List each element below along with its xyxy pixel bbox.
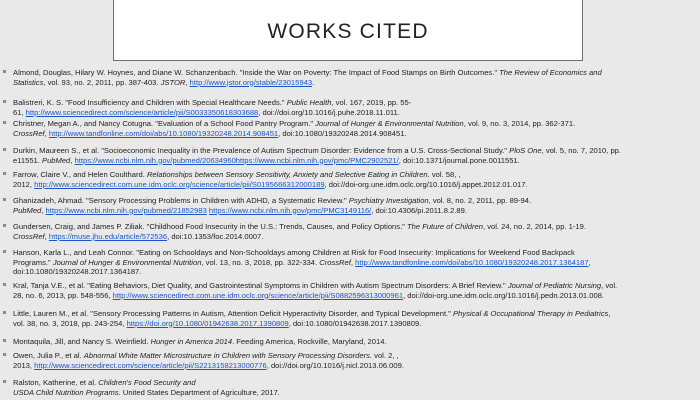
reference-segment: , doi://doi.org/10.1016/j.puhe.2018.11.011. <box>258 107 400 117</box>
reference-segment: , doi:10.1080/19320248.2014.908451. <box>278 128 407 138</box>
reference-segment: Programs." <box>13 257 53 267</box>
reference-italic: PloS One <box>509 146 542 155</box>
bullet-icon <box>3 311 6 314</box>
reference-line <box>13 170 697 180</box>
reference-segment: 2013, <box>13 360 35 370</box>
reference-text <box>13 196 697 215</box>
reference-line <box>13 196 697 206</box>
reference-line <box>13 146 697 156</box>
slide-title: WORKS CITED <box>267 20 429 43</box>
bullet-icon <box>3 198 6 201</box>
reference-line <box>13 156 697 166</box>
reference-segment: . vol. 58, , <box>427 170 461 179</box>
reference-italic: Relationships between Sensory Sensitivity, Anxiety and Selective Eating in Children <box>146 170 428 179</box>
reference-line <box>13 98 697 108</box>
reference-line <box>13 206 697 216</box>
reference-segment: Little, Lauren M., et al. "Sensory Processing Patterns in Autism, Attention Deficit Hyperactivity Disorder, and Typical Development." <box>13 309 453 318</box>
reference-italic: CrossRef <box>319 257 351 267</box>
reference-text <box>13 337 697 347</box>
reference-segment: . vol. 2, , <box>369 351 399 360</box>
reference-link[interactable]: http://www.jstor.org/stable/23015943 <box>189 77 313 87</box>
reference-segment: Ghanizadeh, Ahmad. "Sensory Processing Problems in Children with ADHD, a Systematic Review." <box>13 196 349 205</box>
reference-segment: doi:10.1080/19320248.2017.1364187. <box>13 267 142 276</box>
reference-italic: The Future of Children <box>407 222 483 231</box>
reference-segment: Hanson, Karla L., and Leah Connor. "Eating on Schooldays and Non-Schooldays among Children at Risk for Food Insecurity: Implications for Weekend Food Backpack <box>13 248 575 257</box>
reference-italic: Hunger in America 2014 <box>150 337 233 346</box>
reference-italic: Journal of Hunger & Environmental Nutrition <box>52 257 202 267</box>
reference-segment: 61, <box>13 107 26 117</box>
reference-italic: Psychiatry Investigation <box>348 196 429 205</box>
reference-segment: . Feeding America, Rockville, Maryland, 2014. <box>232 337 387 346</box>
reference-italic: CrossRef <box>13 128 45 138</box>
reference-italic: Journal of Hunger & Environmental Nutrition <box>315 119 464 128</box>
reference-line <box>13 309 697 319</box>
reference-segment: 2012, <box>13 179 35 189</box>
reference-segment: , <box>350 257 356 267</box>
reference-segment: , vol. 13, no. 3, 2018, pp. 322-334. <box>201 257 320 267</box>
reference-line <box>13 319 697 329</box>
reference-line <box>13 388 697 398</box>
reference-link[interactable]: https://www.ncbi.nlm.nih.gov/pmc/PMC3149116/ <box>208 205 372 215</box>
reference-link[interactable]: https://www.ncbi.nlm.nih.gov/pubmed/20634960 <box>74 155 236 165</box>
reference-italic: PubMed <box>13 205 42 215</box>
reference-link[interactable]: https://www.ncbi.nlm.nih.gov/pmc/PMC2902521/ <box>235 155 399 165</box>
reference-segment: , doi://doi.org/10.1016/j.nicl.2013.06.009. <box>266 360 404 370</box>
reference-italic: PubMed <box>42 155 71 165</box>
reference-segment: , vol. 8, no. 2, 2011, pp. 89-94. <box>428 196 532 205</box>
reference-segment: , vol. <box>601 281 618 290</box>
reference-italic: CrossRef <box>13 231 45 241</box>
reference-text <box>13 351 697 370</box>
reference-segment: , doi://doi-org.une.idm.oclc.org/10.1016/j.pedn.2013.01.008. <box>403 290 605 300</box>
reference-link[interactable]: https://doi.org/10.1080/01942638.2017.1390809 <box>126 318 289 328</box>
reference-text <box>13 68 697 87</box>
reference-segment: . United States Department of Agriculture, 2017. <box>118 387 280 397</box>
reference-italic: Children's Food Security and <box>98 378 196 387</box>
bullet-icon <box>3 250 6 253</box>
reference-segment: , doi://doi-org.une.idm.oclc.org/10.1016/j.appet.2012.01.017. <box>324 179 528 189</box>
bullet-icon <box>3 353 6 356</box>
reference-segment: , vol. 5, no. 7, 2010, pp. <box>541 146 622 155</box>
bullet-icon <box>3 70 6 73</box>
reference-line <box>13 248 697 258</box>
reference-text <box>13 146 697 165</box>
reference-line <box>13 351 697 361</box>
bullet-icon <box>3 283 6 286</box>
reference-italic: Public Health <box>286 98 332 107</box>
reference-segment: Durkin, Maureen S., et al. "Socioeconomic Inequality in the Prevalence of Autism Spectrum Disorder: Evidence from a U.S. Cross-Sectional Study." <box>13 146 510 155</box>
reference-segment: 28, no. 6, 2013, pp. 548-556, <box>13 290 113 300</box>
reference-link[interactable]: http://www.sciencedirect.com/science/article/pii/S2213158213000776 <box>34 360 267 370</box>
reference-text <box>13 281 697 300</box>
reference-line <box>13 180 697 190</box>
reference-line <box>13 337 697 347</box>
reference-link[interactable]: http://www.sciencedirect.com.une.idm.oclc.org/science/article/pii/S0882596313000961 <box>112 290 404 300</box>
reference-italic: Journal of Pediatric Nursing <box>507 281 602 290</box>
reference-italic: Abnormal White Matter Microstructure in Children with Sensory Processing Disorders <box>83 351 370 360</box>
reference-line <box>13 378 697 388</box>
reference-line <box>13 129 697 139</box>
reference-segment: Christner, Megan A., and Nancy Cotugna. "Evaluation of a School Food Pantry Program." <box>13 119 316 128</box>
reference-segment: e11551. <box>13 155 42 165</box>
reference-text <box>13 222 697 241</box>
reference-italic: JSTOR <box>160 77 186 87</box>
reference-italic: USDA Child Nutrition Programs <box>13 387 119 397</box>
reference-line <box>13 222 697 232</box>
reference-segment: , vol. 9, no. 3, 2014, pp. 362-371. <box>463 119 576 128</box>
bullet-icon <box>3 380 6 383</box>
reference-line <box>13 68 697 78</box>
reference-segment: . <box>312 77 315 87</box>
reference-segment: Kral, Tanja V.E., et al. "Eating Behaviors, Diet Quality, and Gastrointestinal Symptoms in Children with Autism Spectrum Disorders: A Brief Review." <box>13 281 508 290</box>
reference-segment: vol. 38, no. 3, 2018, pp. 243-254, <box>13 318 127 328</box>
reference-link[interactable]: http://www.tandfonline.com/doi/abs/10.1080/19320248.2014.908451 <box>48 128 279 138</box>
reference-segment: , doi:10.4306/pi.2011.8.2.89. <box>371 205 467 215</box>
reference-segment: , vol. 167, 2019, pp. 55- <box>331 98 412 107</box>
reference-text <box>13 378 697 397</box>
reference-segment: , <box>41 205 46 215</box>
bullet-icon <box>3 100 6 103</box>
reference-link[interactable]: http://www.tandfonline.com/doi/abs/10.1080/19320248.2017.1364187 <box>355 257 589 267</box>
reference-segment: , vol. 24, no. 2, 2014, pp. 1-19. <box>482 222 586 231</box>
reference-segment: Gundersen, Craig, and James P. Ziliak. "Childhood Food Insecurity in the U.S.: Trends, Causes, and Policy Options." <box>13 222 407 231</box>
reference-line <box>13 119 697 129</box>
reference-line <box>13 258 697 268</box>
reference-segment: Montaquila, Jill, and Nancy S. Weinfield. <box>13 337 151 346</box>
reference-link[interactable]: http://www.sciencedirect.com.une.idm.oclc.org/science/article/pii/S0195666312000189 <box>34 179 325 189</box>
reference-segment: , <box>44 231 49 241</box>
reference-line <box>13 267 697 277</box>
reference-text <box>13 170 697 189</box>
references-list <box>0 68 700 398</box>
reference-segment: Almond, Douglas, Hilary W. Hoynes, and Diane W. Schanzenbach. "Inside the War on Poverty: The Impact of Food Stamps on Birth Outcomes." <box>13 68 500 77</box>
reference-segment: Balistreri, K. S. "Food Insufficiency and Children with Special Healthcare Needs." <box>13 98 287 107</box>
reference-segment: , <box>70 155 75 165</box>
reference-line <box>13 108 697 118</box>
reference-segment: Owen, Julia P., et al. <box>13 351 84 360</box>
reference-line <box>13 78 697 88</box>
bullet-icon <box>3 224 6 227</box>
reference-italic: Statistics <box>13 77 44 87</box>
reference-segment: , <box>185 77 190 87</box>
reference-text <box>13 248 697 277</box>
reference-link[interactable]: https://www.ncbi.nlm.nih.gov/pubmed/21852983 <box>45 205 207 215</box>
reference-segment: , doi:10.1080/01942638.2017.1390809. <box>288 318 422 328</box>
reference-segment: , vol. 93, no. 2, 2011, pp. 387-403. <box>43 77 161 87</box>
reference-line <box>13 281 697 291</box>
reference-segment: , <box>608 309 611 318</box>
reference-segment: , doi:10.1353/foc.2014.0007. <box>167 231 264 241</box>
reference-segment: , <box>588 257 591 267</box>
reference-italic: The Review of Economics and <box>499 68 602 77</box>
reference-segment: , <box>44 128 49 138</box>
reference-segment: Ralston, Katherine, et al. <box>13 378 99 387</box>
reference-italic: Physical & Occupational Therapy in Pediatrics <box>452 309 609 318</box>
reference-text <box>13 119 697 138</box>
reference-text <box>13 309 697 328</box>
reference-segment: , doi:10.1371/journal.pone.0011551. <box>398 155 520 165</box>
bullet-icon <box>3 148 6 151</box>
reference-line <box>13 361 697 371</box>
reference-segment: Farrow, Claire V., and Helen Coulthard. <box>13 170 147 179</box>
bullet-icon <box>3 121 6 124</box>
reference-link[interactable]: https://muse.jhu.edu/article/572536 <box>48 231 168 241</box>
title-box <box>113 0 583 61</box>
reference-link[interactable]: http://www.sciencedirect.com/science/article/pii/S0033350618303688 <box>25 107 259 117</box>
reference-line <box>13 291 697 301</box>
reference-line <box>13 232 697 242</box>
reference-text <box>13 98 697 117</box>
bullet-icon <box>3 339 6 342</box>
bullet-icon <box>3 172 6 175</box>
